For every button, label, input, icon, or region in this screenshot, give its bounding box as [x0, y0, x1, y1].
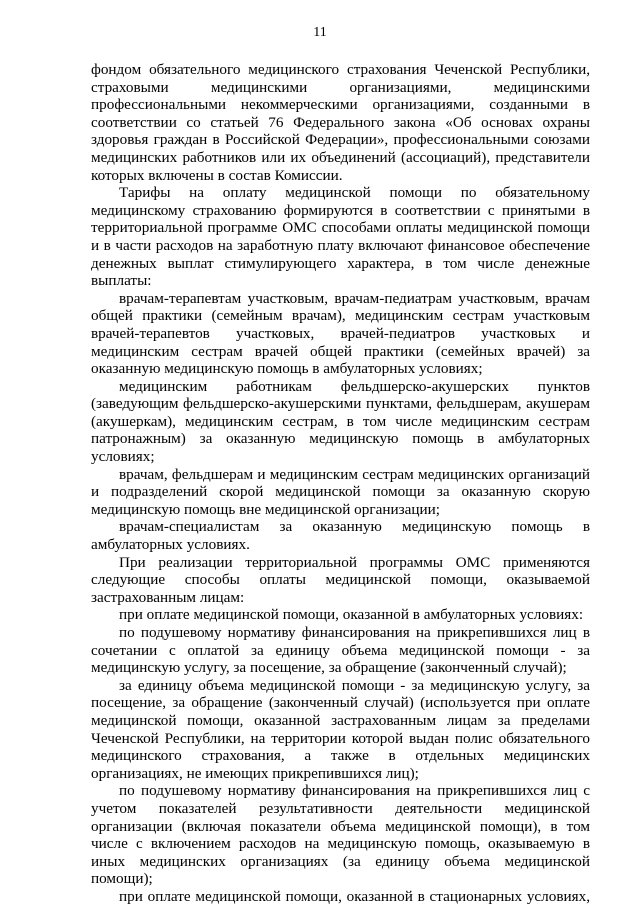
- paragraph: фондом обязательного медицинского страхования Чеченской Республики, страховыми медицинскими организациями, медицинскими профессиональными некоммерческими организациями, созданными в соответствии со статьей 76 Федерального закона «Об основах охраны здоровья граждан в Российской Федерации», профессиональными союзами медицинских работников или их объединений (ассоциаций), представители которых включены в состав Комиссии.: [91, 61, 590, 184]
- paragraph: за единицу объема медицинской помощи - за медицинскую услугу, за посещение, за обращение (законченный случай) (используется при оплате медицинской помощи, оказанной застрахованным лицам за пределами Чеченской Республики, на территории которой выдан полис обязательного медицинского страхования, а также в отдельных медицинских организациях, не имеющих прикрепившихся лиц);: [91, 676, 590, 782]
- paragraph: Тарифы на оплату медицинской помощи по обязательному медицинскому страхованию формируются в соответствии с принятыми в территориальной программе ОМС способами оплаты медицинской помощи и в части расходов на заработную плату включают финансовое обеспечение денежных выплат стимулирующего характера, в том числе денежные выплаты:: [91, 184, 590, 290]
- page-number: 11: [313, 25, 327, 40]
- paragraph: врачам-специалистам за оказанную медицинскую помощь в амбулаторных условиях.: [91, 518, 590, 554]
- paragraph: при оплате медицинской помощи, оказанной в амбулаторных условиях:: [119, 606, 584, 624]
- paragraph: врачам, фельдшерам и медицинским сестрам медицинских организаций и подразделений скорой медицинской помощи за оказанную скорую медицинскую помощь вне медицинской организации;: [91, 465, 590, 518]
- paragraph: медицинским работникам фельдшерско-акушерских пунктов (заведующим фельдшерско-акушерскими пунктами, фельдшерам, акушерам (акушеркам), медицинским сестрам, в том числе медицинским сестрам патронажным) за оказанную медицинскую помощь в амбулаторных условиях;: [91, 377, 590, 466]
- paragraph: при оплате медицинской помощи, оказанной в стационарных условиях,: [119, 887, 590, 905]
- paragraph: При реализации территориальной программы ОМС применяются следующие способы оплаты медицинской помощи, оказываемой застрахованным лицам:: [91, 553, 590, 606]
- body-text: [91, 61, 590, 906]
- paragraph: врачам-терапевтам участковым, врачам-педиатрам участковым, врачам общей практики (семейным врачам), медицинским сестрам участковым врачей-терапевтов участковых, врачей-педиатров участковых и медицинским сестрам врачей общей практики (семейных врачей) за оказанную медицинскую помощь в амбулаторных условиях;: [91, 289, 590, 378]
- paragraph: по подушевому нормативу финансирования на прикрепившихся лиц в сочетании с оплатой за единицу объема медицинской помощи - за медицинскую услугу, за посещение, за обращение (законченный случай);: [91, 624, 590, 677]
- paragraph: по подушевому нормативу финансирования на прикрепившихся лиц с учетом показателей результативности деятельности медицинской организации (включая показатели объема медицинской помощи), в том числе с включением расходов на медицинскую помощь, оказываемую в иных медицинских организациях (за единицу объема медицинской помощи);: [91, 782, 590, 888]
